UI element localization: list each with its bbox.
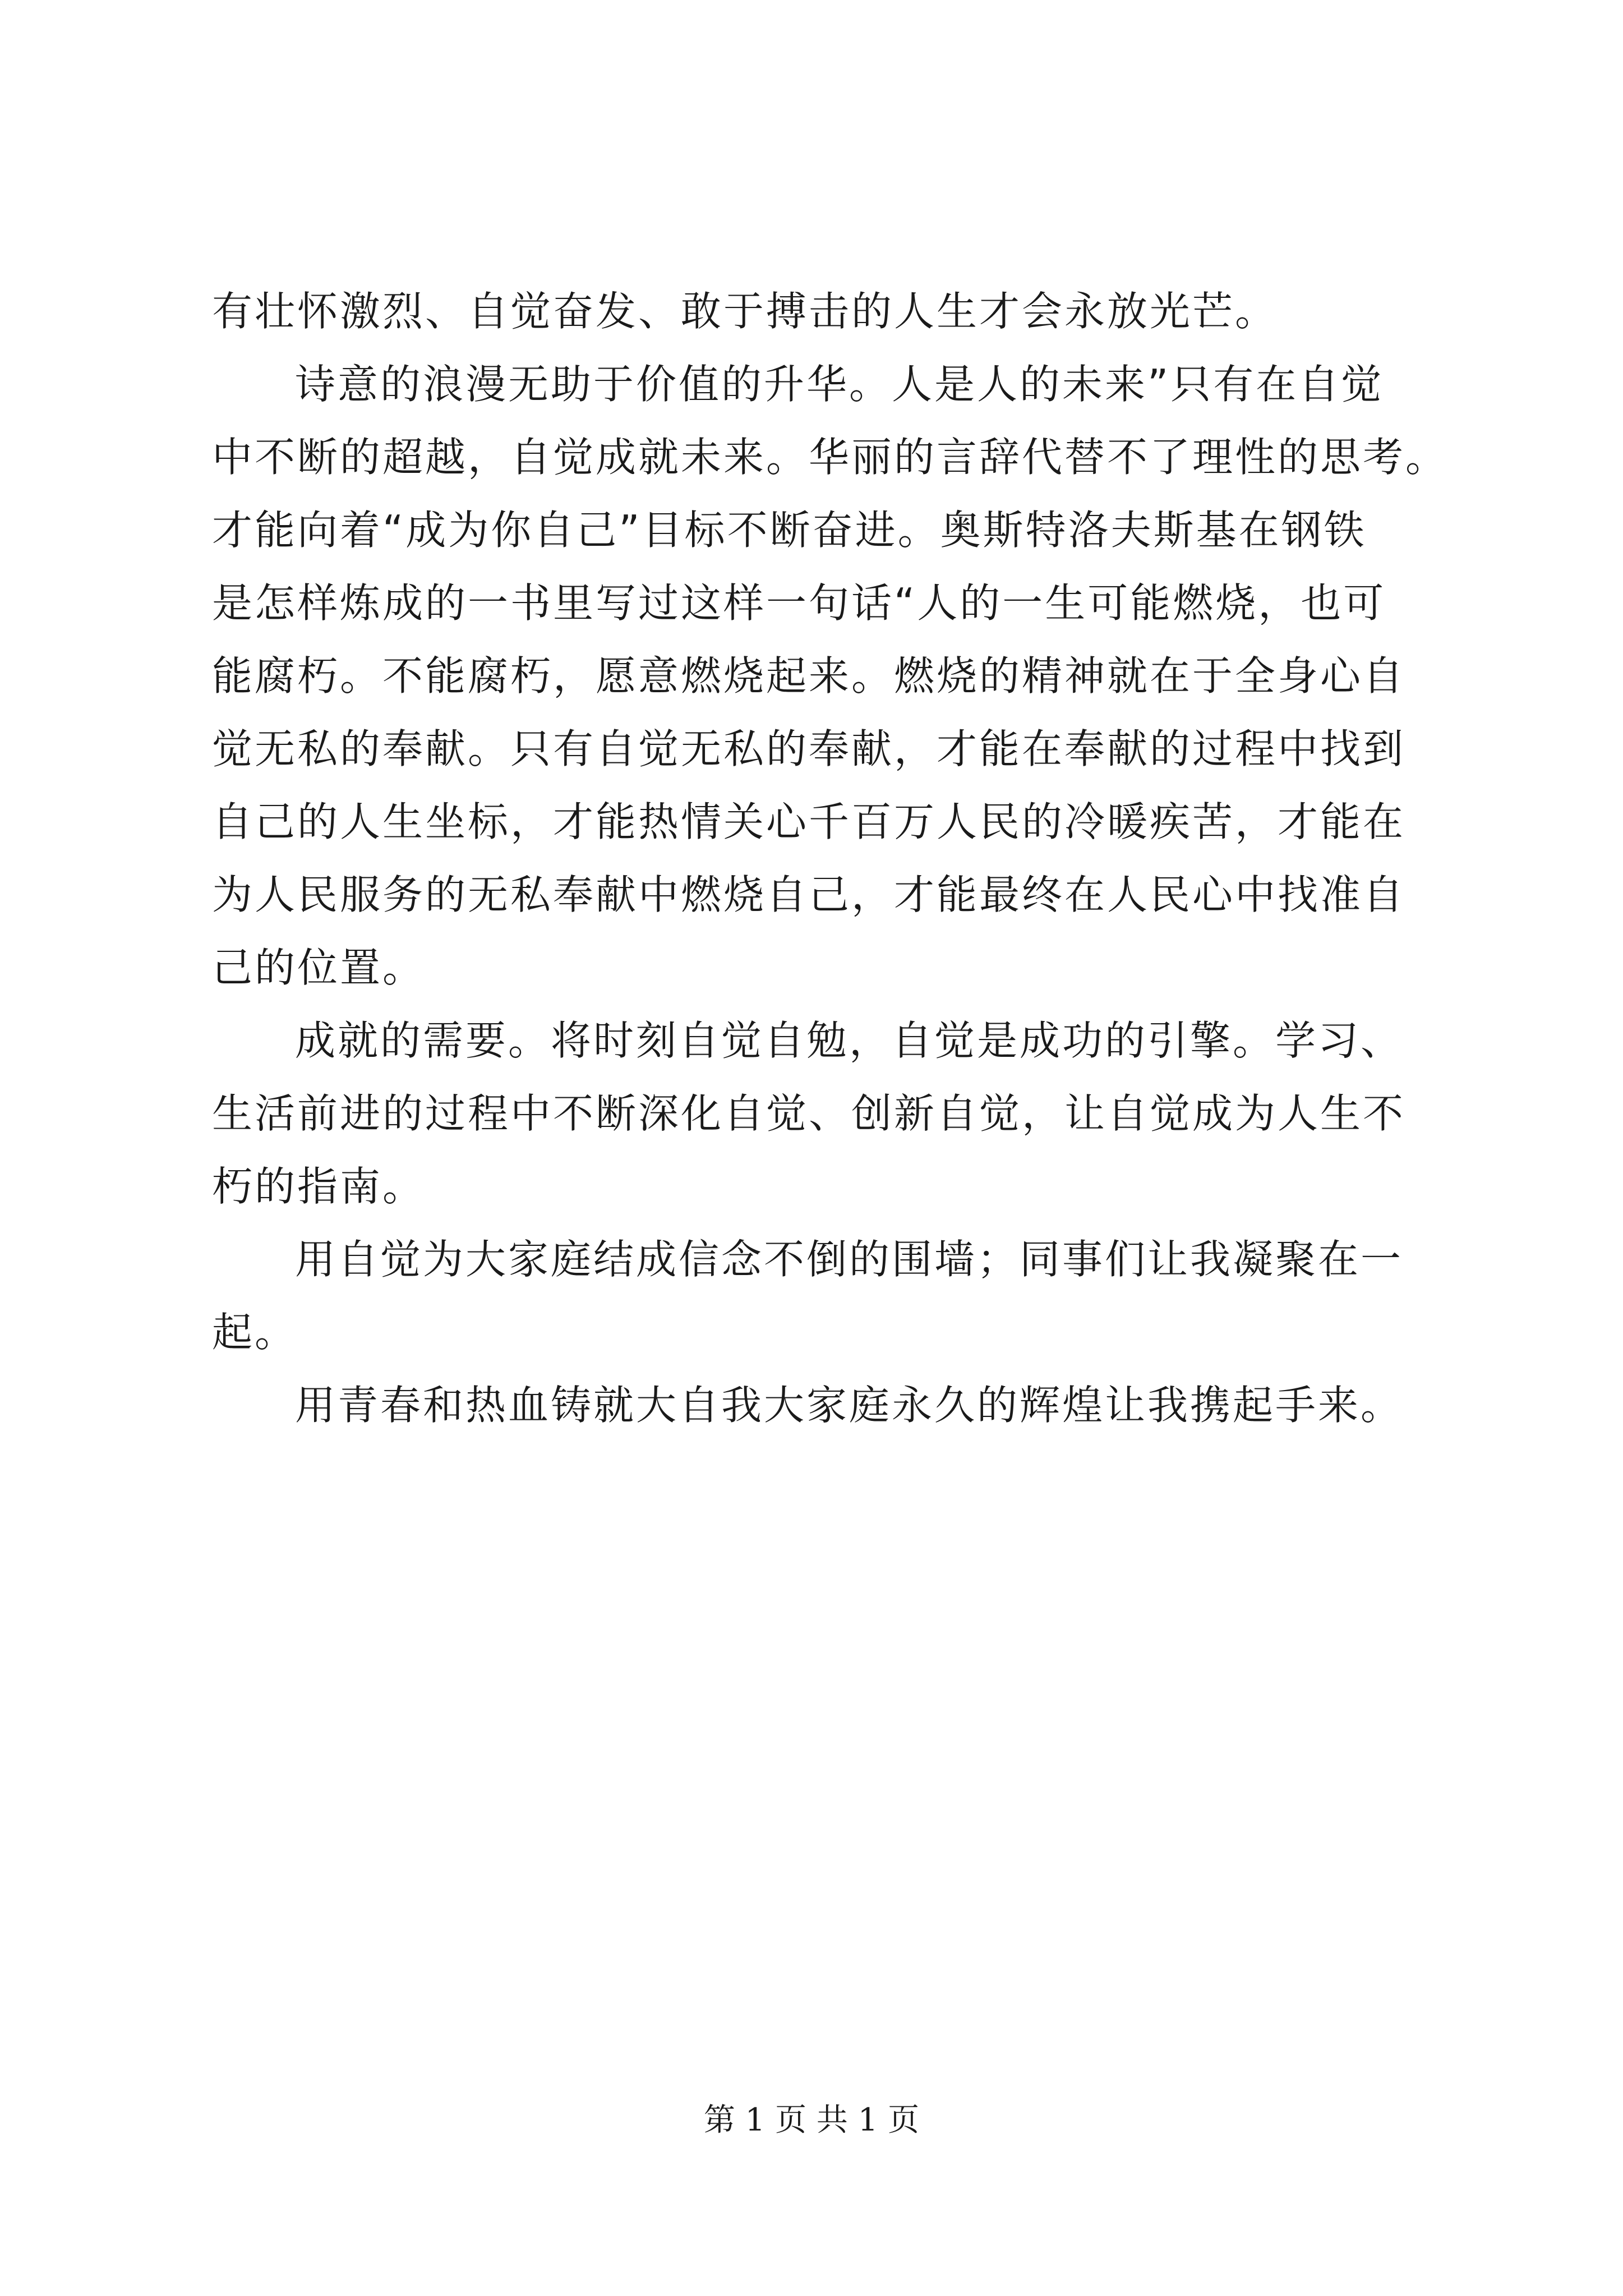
text-line: 有壮怀激烈、自觉奋发、敢于搏击的人生才会永放光芒。 bbox=[212, 288, 1278, 335]
text-line: 己的位置。 bbox=[212, 944, 426, 991]
paragraph-first-line: 用青春和热血铸就大自我大家庭永久的辉煌让我携起手来。 bbox=[295, 1382, 1404, 1429]
text-line: 起。 bbox=[212, 1309, 298, 1356]
paragraph-first-line: 诗意的浪漫无助于价值的升华。人是人的未来”只有在自觉 bbox=[295, 361, 1384, 408]
text-line: 为人民服务的无私奉献中燃烧自己，才能最终在人民心中找准自 bbox=[212, 871, 1406, 918]
document-body bbox=[212, 275, 1449, 1442]
page-number-label: 第 1 页 共 1 页 bbox=[703, 2102, 920, 2138]
text-line: 自己的人生坐标，才能热情关心千百万人民的冷暖疾苦，才能在 bbox=[212, 798, 1406, 845]
paragraph-first-line: 成就的需要。将时刻自觉自勉，自觉是成功的引擎。学习、 bbox=[295, 1017, 1404, 1064]
text-line: 觉无私的奉献。只有自觉无私的奉献，才能在奉献的过程中找到 bbox=[212, 725, 1406, 772]
text-line: 生活前进的过程中不断深化自觉、创新自觉，让自觉成为人生不 bbox=[212, 1090, 1406, 1137]
paragraph-first-line: 用自觉为大家庭结成信念不倒的围墙；同事们让我凝聚在一 bbox=[295, 1236, 1404, 1283]
text-line: 能腐朽。不能腐朽，愿意燃烧起来。燃烧的精神就在于全身心自 bbox=[212, 652, 1406, 700]
text-line: 才能向着“成为你自己”目标不断奋进。奥斯特洛夫斯基在钢铁 bbox=[212, 507, 1367, 554]
page-footer bbox=[0, 2101, 1623, 2140]
text-line: 中不断的超越，自觉成就未来。华丽的言辞代替不了理性的思考。 bbox=[212, 434, 1449, 481]
text-line: 朽的指南。 bbox=[212, 1163, 426, 1210]
text-line: 是怎样炼成的一书里写过这样一句话“人的一生可能燃烧，也可 bbox=[212, 579, 1386, 627]
